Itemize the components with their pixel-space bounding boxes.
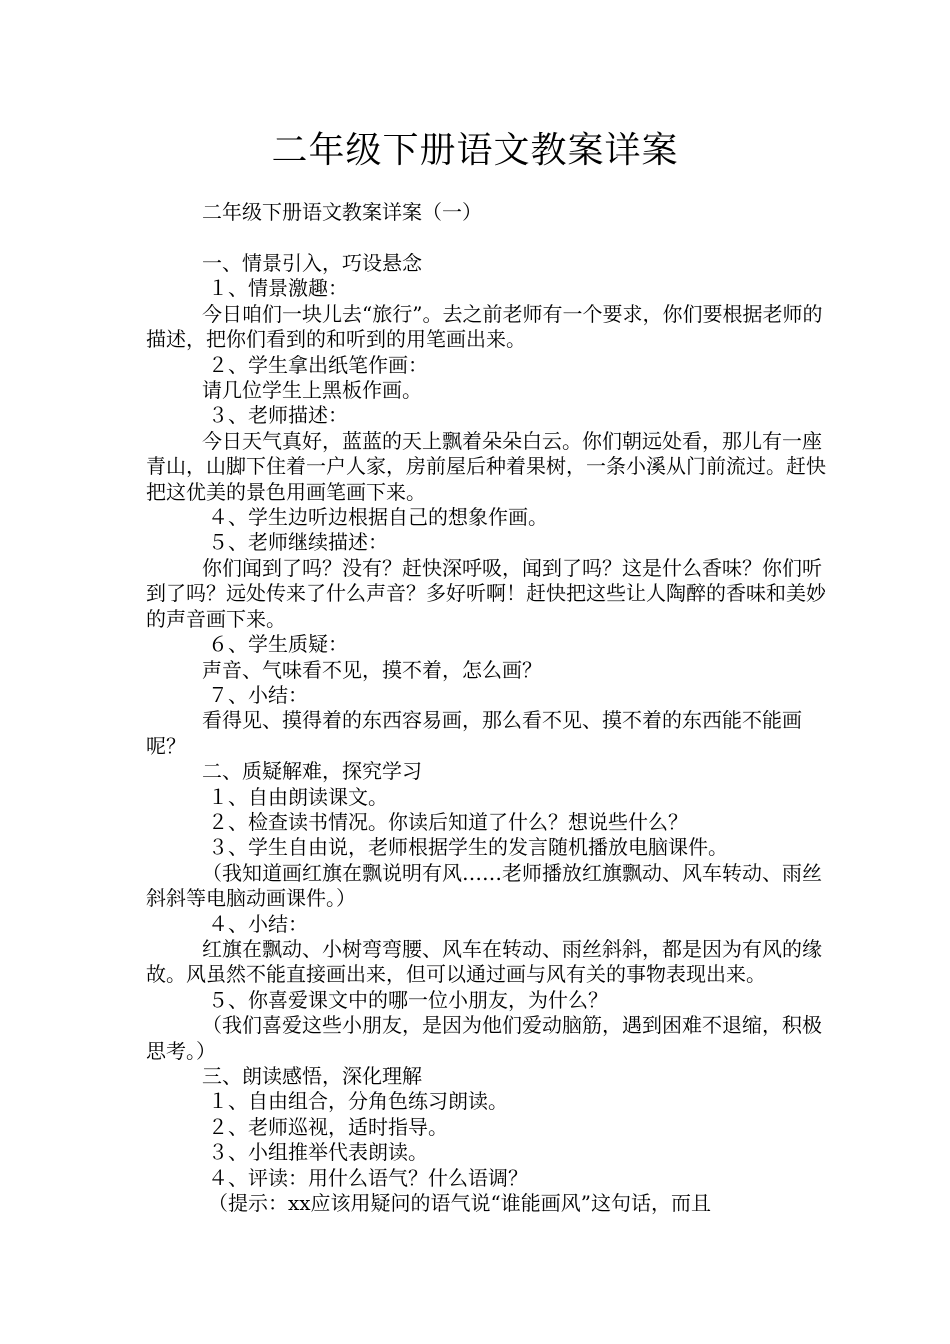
section-heading: 一、情景引入，巧设悬念: [202, 251, 422, 275]
paragraph-note: （提示：xx应该用疑问的语气说“谁能画风”这句话，而且: [208, 1191, 712, 1216]
list-item: ３、老师描述：: [208, 403, 348, 428]
list-item: ３、小组推举代表朗读。: [208, 1140, 428, 1165]
list-item: ７、小结：: [208, 682, 308, 707]
paragraph: 你们闻到了吗？没有？赶快深呼吸，闻到了吗？这是什么香味？你们听到了吗？远处传来了什么声音？多好听啊！赶快把这些让人陶醉的香味和美妙的声音画下来。: [146, 555, 826, 631]
list-item: ４、小结：: [208, 911, 308, 936]
paragraph: 今日天气真好，蓝蓝的天上飘着朵朵白云。你们朝远处看，那儿有一座青山，山脚下住着一户人家，房前屋后种着果树，一条小溪从门前流过。赶快把这优美的景色用画笔画下来。: [146, 428, 826, 504]
list-item: ３、学生自由说，老师根据学生的发言随机播放电脑课件。: [208, 835, 728, 860]
list-item: １、自由朗读课文。: [208, 784, 388, 809]
section-heading: 三、朗读感悟，深化理解: [202, 1064, 422, 1088]
list-item: ６、学生质疑：: [208, 632, 348, 657]
list-item: ４、学生边听边根据自己的想象作画。: [208, 505, 548, 530]
paragraph: 请几位学生上黑板作画。: [202, 378, 422, 403]
document-body: [146, 251, 836, 1216]
list-item: ２、老师巡视，适时指导。: [208, 1114, 448, 1139]
list-item: ２、检查读书情况。你读后知道了什么？想说些什么？: [208, 809, 688, 834]
list-item: １、自由组合，分角色练习朗读。: [208, 1089, 508, 1114]
list-item: １、情景激趣：: [208, 276, 348, 301]
section-heading: 二、质疑解难，探究学习: [202, 759, 422, 784]
paragraph-note: （我知道画红旗在飘说明有风……老师播放红旗飘动、风车转动、雨丝斜斜等电脑动画课件。）: [146, 860, 822, 911]
list-item: ５、老师继续描述：: [208, 530, 388, 555]
list-item: ２、学生拿出纸笔作画：: [208, 352, 428, 377]
paragraph: 红旗在飘动、小树弯弯腰、风车在转动、雨丝斜斜，都是因为有风的缘故。风虽然不能直接画出来，但可以通过画与风有关的事物表现出来。: [146, 936, 822, 987]
paragraph-note: （我们喜爱这些小朋友，是因为他们爱动脑筋，遇到困难不退缩，积极思考。）: [146, 1013, 822, 1063]
document-subtitle: 二年级下册语文教案详案（一）: [202, 200, 482, 224]
paragraph: 今日咱们一块儿去“旅行”。去之前老师有一个要求，你们要根据老师的描述，把你们看到的和听到的用笔画出来。: [146, 301, 823, 352]
document-title: 二年级下册语文教案详案: [271, 130, 679, 171]
paragraph: 看得见、摸得着的东西容易画，那么看不见、摸不着的东西能不能画呢？: [146, 708, 802, 758]
list-item: ５、你喜爱课文中的哪一位小朋友，为什么？: [208, 987, 608, 1012]
list-item: ４、评读：用什么语气？什么语调？: [208, 1165, 528, 1190]
paragraph: 声音、气味看不见，摸不着，怎么画？: [202, 657, 542, 682]
